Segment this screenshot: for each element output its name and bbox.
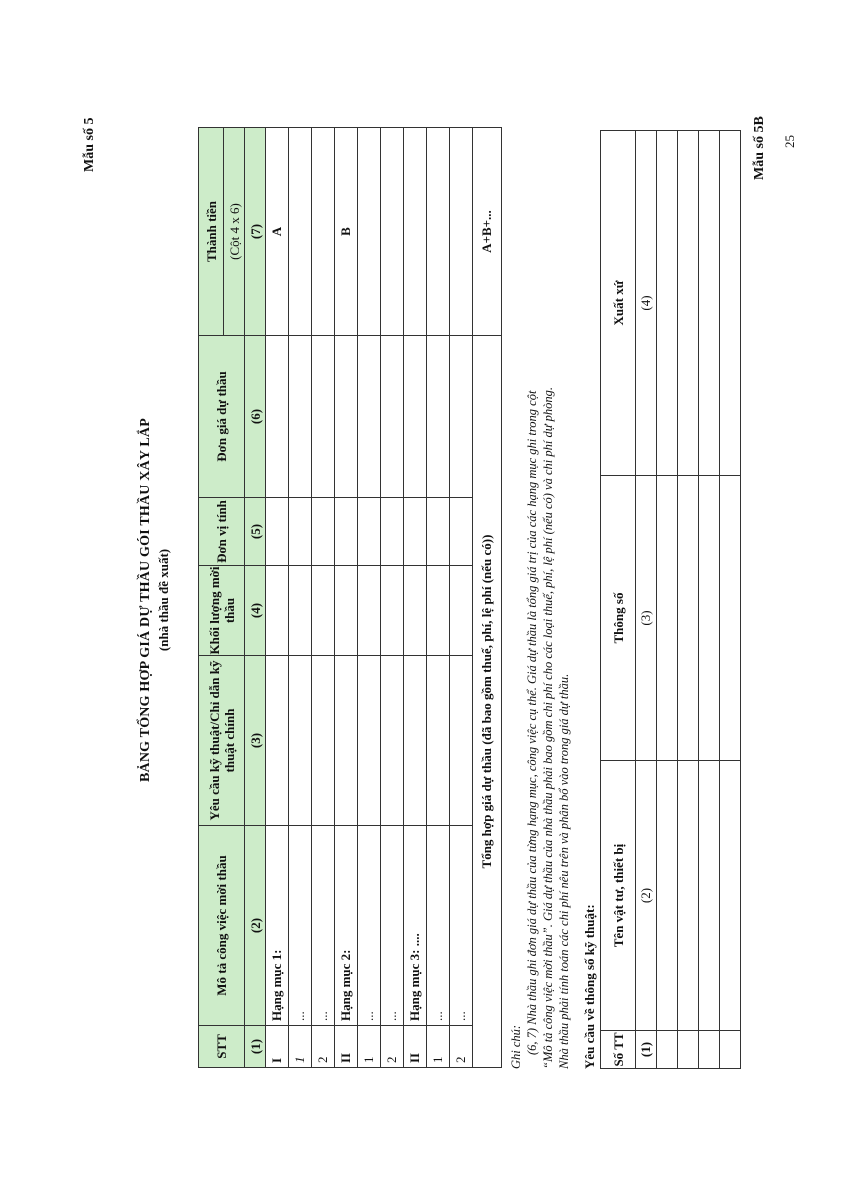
row-desc: ... xyxy=(381,826,404,1026)
header-don-gia: Đơn giá dự thầu xyxy=(199,336,245,498)
row-total: A xyxy=(266,128,289,336)
col-num: (5) xyxy=(245,498,266,566)
col-num: (3) xyxy=(245,656,266,826)
row-total: B xyxy=(335,128,358,336)
table-row xyxy=(427,128,450,1068)
row-stt: II xyxy=(335,1026,358,1068)
row-desc: Hạng mục 2: xyxy=(335,826,358,1026)
spec-header-thong-so: Thông số xyxy=(601,476,636,761)
row-desc: ... xyxy=(358,826,381,1026)
spec-header-ten: Tên vật tư, thiết bị xyxy=(601,761,636,1031)
column-number-row xyxy=(245,128,266,1068)
notes xyxy=(508,109,572,1069)
table-row xyxy=(312,128,335,1068)
table-row xyxy=(404,128,427,1068)
spec-header-so-tt: Số TT xyxy=(601,1031,636,1069)
col-num: (3) xyxy=(636,476,657,761)
header-yeu-cau: Yêu cầu kỹ thuật/Chỉ dẫn kỹ thuật chính xyxy=(199,656,245,826)
header-khoi-luong: Khối lượng mời thầu xyxy=(199,566,245,656)
col-num: (4) xyxy=(636,131,657,476)
col-num: (4) xyxy=(245,566,266,656)
row-desc: Hạng mục 1: xyxy=(266,826,289,1026)
header-row xyxy=(199,128,224,1068)
row-stt: 1 xyxy=(289,1026,312,1068)
table-row xyxy=(289,128,312,1068)
row-stt: 1 xyxy=(427,1026,450,1068)
notes-line: (6, 7) Nhà thầu ghi đơn giá dự thầu của từng hạng mục, công việc cụ thể. Giá dự thầu là tổng giá trị của các hạng mục ghi trong cột xyxy=(525,390,539,1055)
row-stt: 1 xyxy=(358,1026,381,1068)
spec-header-row xyxy=(601,131,636,1069)
table-row xyxy=(358,128,381,1068)
notes-line: Nhà thầu phải tính toán các chi phí nêu trên và phân bổ vào trong giá dự thầu. xyxy=(557,673,571,1069)
requirements-heading: Yêu cầu về thông số kỹ thuật: xyxy=(582,904,597,1069)
page-subtitle: (nhà thầu đề xuất) xyxy=(156,548,171,652)
header-stt: STT xyxy=(199,1026,245,1068)
col-num: (2) xyxy=(245,826,266,1026)
table-row xyxy=(657,131,678,1069)
row-desc: ... xyxy=(427,826,450,1026)
page-number: 25 xyxy=(782,135,797,148)
row-desc: ... xyxy=(312,826,335,1026)
total-value: A+B+... xyxy=(473,128,502,336)
form-number-b: Mẫu số 5B xyxy=(752,116,767,180)
row-stt: 2 xyxy=(450,1026,473,1068)
row-stt: I xyxy=(266,1026,289,1068)
col-num: (2) xyxy=(636,761,657,1031)
table-row xyxy=(266,128,289,1068)
header-thanh-tien-sub: (Cột 4 x 6) xyxy=(224,128,245,336)
col-num: (1) xyxy=(245,1026,266,1068)
table-row xyxy=(335,128,358,1068)
notes-line: “Mô tả công việc mời thầu”. Giá dự thầu của nhà thầu phải bao gồm chi phí cho các loại thuế, phí, lệ phí (nếu có) và chi phí dự phòng. xyxy=(541,386,555,1069)
row-desc: Hạng mục 3: .... xyxy=(404,826,427,1026)
spec-table xyxy=(600,130,741,1069)
table-row xyxy=(678,131,699,1069)
row-desc: ... xyxy=(289,826,312,1026)
page-title: BẢNG TỔNG HỢP GIÁ DỰ THẦU GÓI THẦU XÂY LẮP xyxy=(138,418,153,783)
bid-summary-table xyxy=(198,127,502,1068)
table-row xyxy=(450,128,473,1068)
spec-header-xuat-xu: Xuất xứ xyxy=(601,131,636,476)
row-stt: II xyxy=(404,1026,427,1068)
header-thanh-tien: Thành tiền xyxy=(199,128,224,336)
row-desc: ... xyxy=(450,826,473,1026)
row-stt: 2 xyxy=(312,1026,335,1068)
total-label: Tổng hợp giá dự thầu (đã bao gồm thuế, phí, lệ phí (nếu có)) xyxy=(473,336,502,1068)
spec-col-number-row xyxy=(636,131,657,1069)
table-row xyxy=(720,131,741,1069)
col-num: (7) xyxy=(245,128,266,336)
col-num: (6) xyxy=(245,336,266,498)
form-number: Mẫu số 5 xyxy=(82,117,97,172)
header-don-vi: Đơn vị tính xyxy=(199,498,245,566)
table-row xyxy=(381,128,404,1068)
total-row xyxy=(473,128,502,1068)
col-num: (1) xyxy=(636,1031,657,1069)
header-mo-ta: Mô tả công việc mời thầu xyxy=(199,826,245,1026)
row-stt: 2 xyxy=(381,1026,404,1068)
notes-label: Ghi chú: xyxy=(509,1024,523,1069)
table-row xyxy=(699,131,720,1069)
